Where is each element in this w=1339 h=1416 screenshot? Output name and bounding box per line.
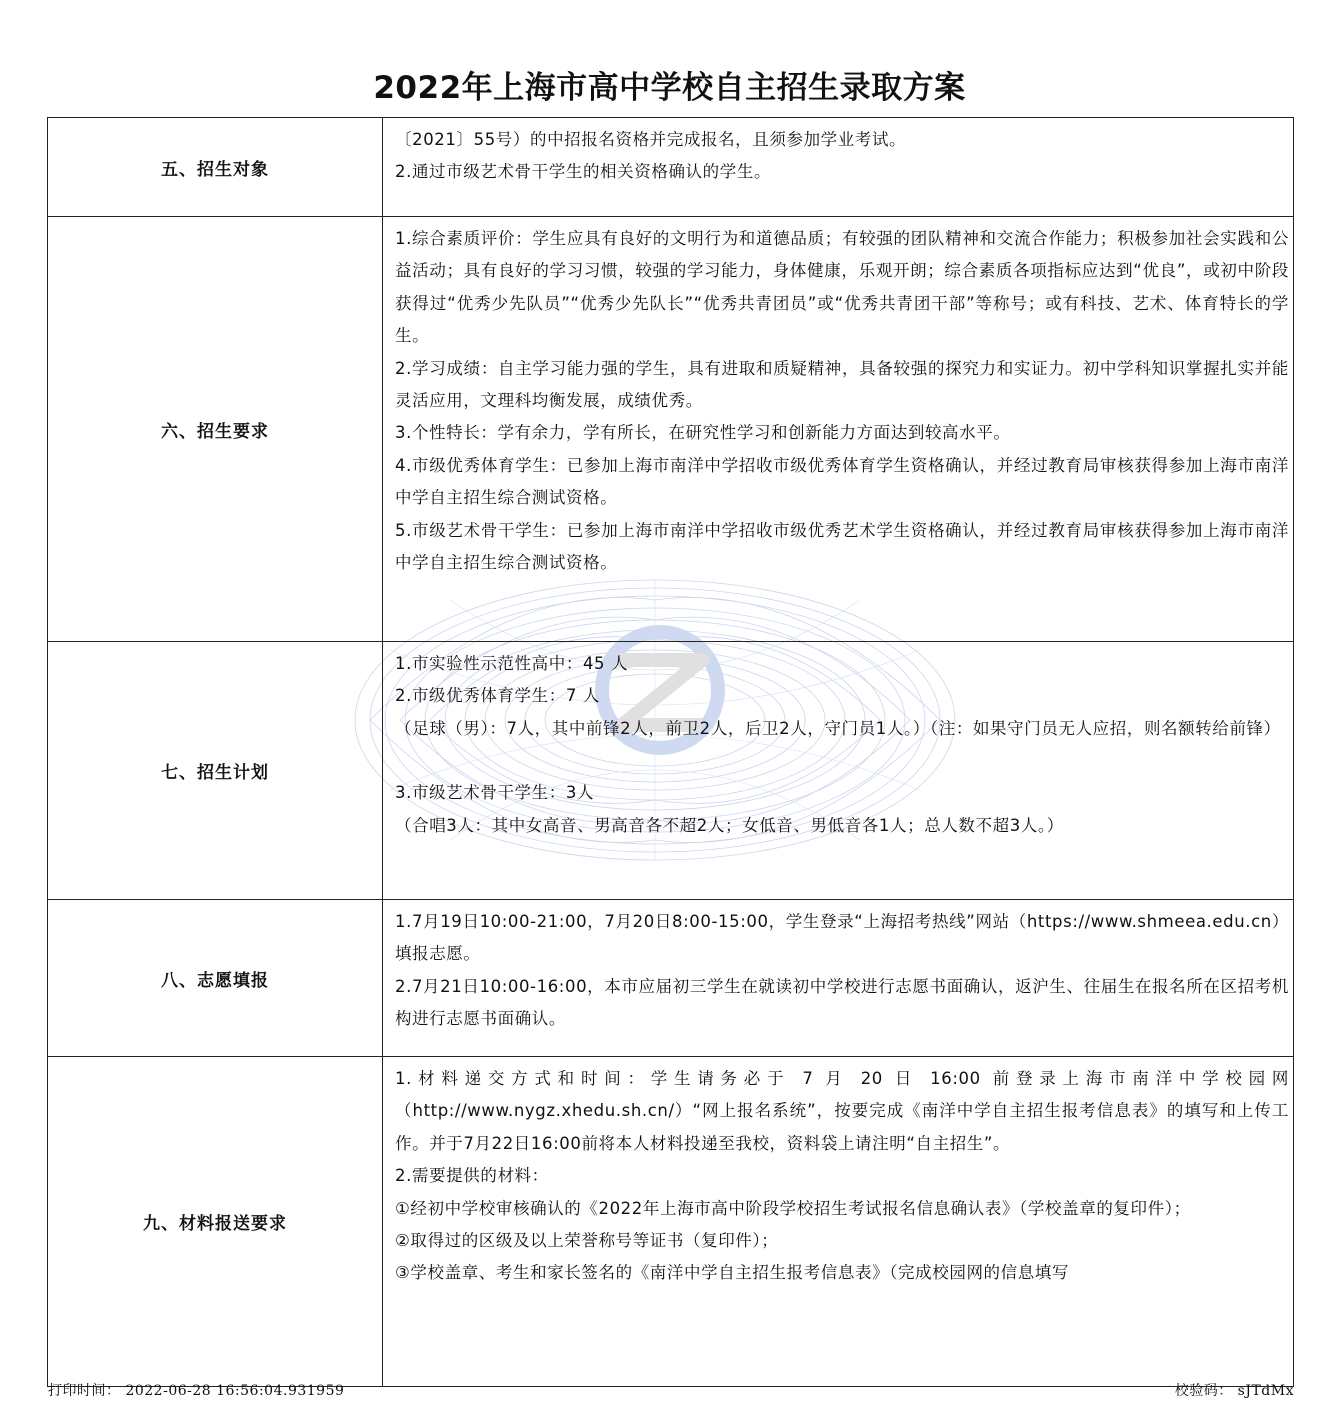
content-line: （足球（男）：7人，其中前锋2人，前卫2人，后卫2人，守门员1人。）（注：如果守门员无人应招，则名额转给前锋） — [395, 718, 1281, 738]
table-row — [48, 217, 1294, 642]
section-label: 九、材料报送要求 — [48, 1057, 383, 1387]
content-line: 1.材料递交方式和时间：学生请务必于 7 月 20 日 16:00 前登录上海市南洋中学校园网（http://www.nygz.xhedu.sh.cn/）“网上报名系统”，按要完成《南洋中学自主招生报考信息表》的填写和上传工作。并于7月22日16:00前将本人材料投递至我校，资料袋上请注明“自主招生”。 — [395, 1069, 1289, 1153]
section-content — [383, 1057, 1294, 1387]
content-line: 1.7月19日10:00-21:00，7月20日8:00-15:00，学生登录“上海招考热线”网站（https://www.shmeea.edu.cn）填报志愿。 — [395, 912, 1289, 964]
page-title: 2022年上海市高中学校自主招生录取方案 — [373, 70, 966, 106]
table-row — [48, 1057, 1294, 1387]
check-code-value: sJTdMx — [1237, 1383, 1294, 1399]
print-time — [48, 1380, 344, 1400]
content-line: 5.市级艺术骨干学生：已参加上海市南洋中学招收市级优秀艺术学生资格确认，并经过教育局审核获得参加上海市南洋中学自主招生综合测试资格。 — [395, 520, 1289, 573]
content-line: 2.市级优秀体育学生：7 人 — [395, 686, 600, 706]
section-content — [383, 118, 1294, 217]
section-label: 八、志愿填报 — [48, 900, 383, 1057]
section-content — [383, 900, 1294, 1057]
section-label: 六、招生要求 — [48, 217, 383, 642]
print-time-value: 2022-06-28 16:56:04.931959 — [125, 1383, 345, 1399]
content-line: ③学校盖章、考生和家长签名的《南洋中学自主招生报考信息表》（完成校园网的信息填写 — [395, 1263, 1070, 1283]
blank-line — [395, 745, 1289, 777]
content-line: 2.需要提供的材料： — [395, 1166, 549, 1186]
content-line: 1.综合素质评价：学生应具有良好的文明行为和道德品质；有较强的团队精神和交流合作能力；积极参加社会实践和公益活动；具有良好的学习习惯，较强的学习能力，身体健康，乐观开朗；综合素质各项指标应达到“优良”，或初中阶段获得过“优秀少先队员”“优秀少先队长”“优秀共青团员”或“优秀共青团干部”等称号；或有科技、艺术、体育特长的学生。 — [395, 229, 1289, 346]
section-content — [383, 642, 1294, 900]
content-line: 〔2021〕55号）的中招报名资格并完成报名，且须参加学业考试。 — [395, 130, 907, 149]
content-line: 3.市级艺术骨干学生：3人 — [395, 783, 595, 803]
content-line: ①经初中学校审核确认的《2022年上海市高中阶段学校招生考试报名信息确认表》（学校盖章的复印件）； — [395, 1198, 1191, 1218]
content-line: 2.通过市级艺术骨干学生的相关资格确认的学生。 — [395, 162, 772, 182]
section-content — [383, 217, 1294, 642]
check-code-label: 校验码： — [1174, 1383, 1233, 1399]
table-row — [48, 118, 1294, 217]
content-line: （合唱3人：其中女高音、男高音各不超2人；女低音、男低音各1人；总人数不超3人。） — [395, 815, 1064, 835]
check-code — [1175, 1380, 1294, 1400]
content-line: 1.市实验性示范性高中：45 人 — [395, 654, 629, 673]
section-label: 七、招生计划 — [48, 642, 383, 900]
table-row — [48, 900, 1294, 1057]
print-time-label: 打印时间： — [48, 1383, 121, 1399]
content-line: 4.市级优秀体育学生：已参加上海市南洋中学招收市级优秀体育学生资格确认，并经过教育局审核获得参加上海市南洋中学自主招生综合测试资格。 — [395, 455, 1289, 508]
admission-plan-table — [47, 117, 1294, 1387]
content-line: 2.学习成绩：自主学习能力强的学生，具有进取和质疑精神，具备较强的探究力和实证力。初中学科知识掌握扎实并能灵活应用，文理科均衡发展，成绩优秀。 — [395, 358, 1289, 411]
content-line: ②取得过的区级及以上荣誉称号等证书（复印件）； — [395, 1231, 779, 1251]
content-line: 2.7月21日10:00-16:00，本市应届初三学生在就读初中学校进行志愿书面确认，返沪生、往届生在报名所在区招考机构进行志愿书面确认。 — [395, 976, 1289, 1029]
content-line: 3.个性特长：学有余力，学有所长，在研究性学习和创新能力方面达到较高水平。 — [395, 423, 1011, 443]
table-row — [48, 642, 1294, 900]
section-label: 五、招生对象 — [48, 118, 383, 217]
